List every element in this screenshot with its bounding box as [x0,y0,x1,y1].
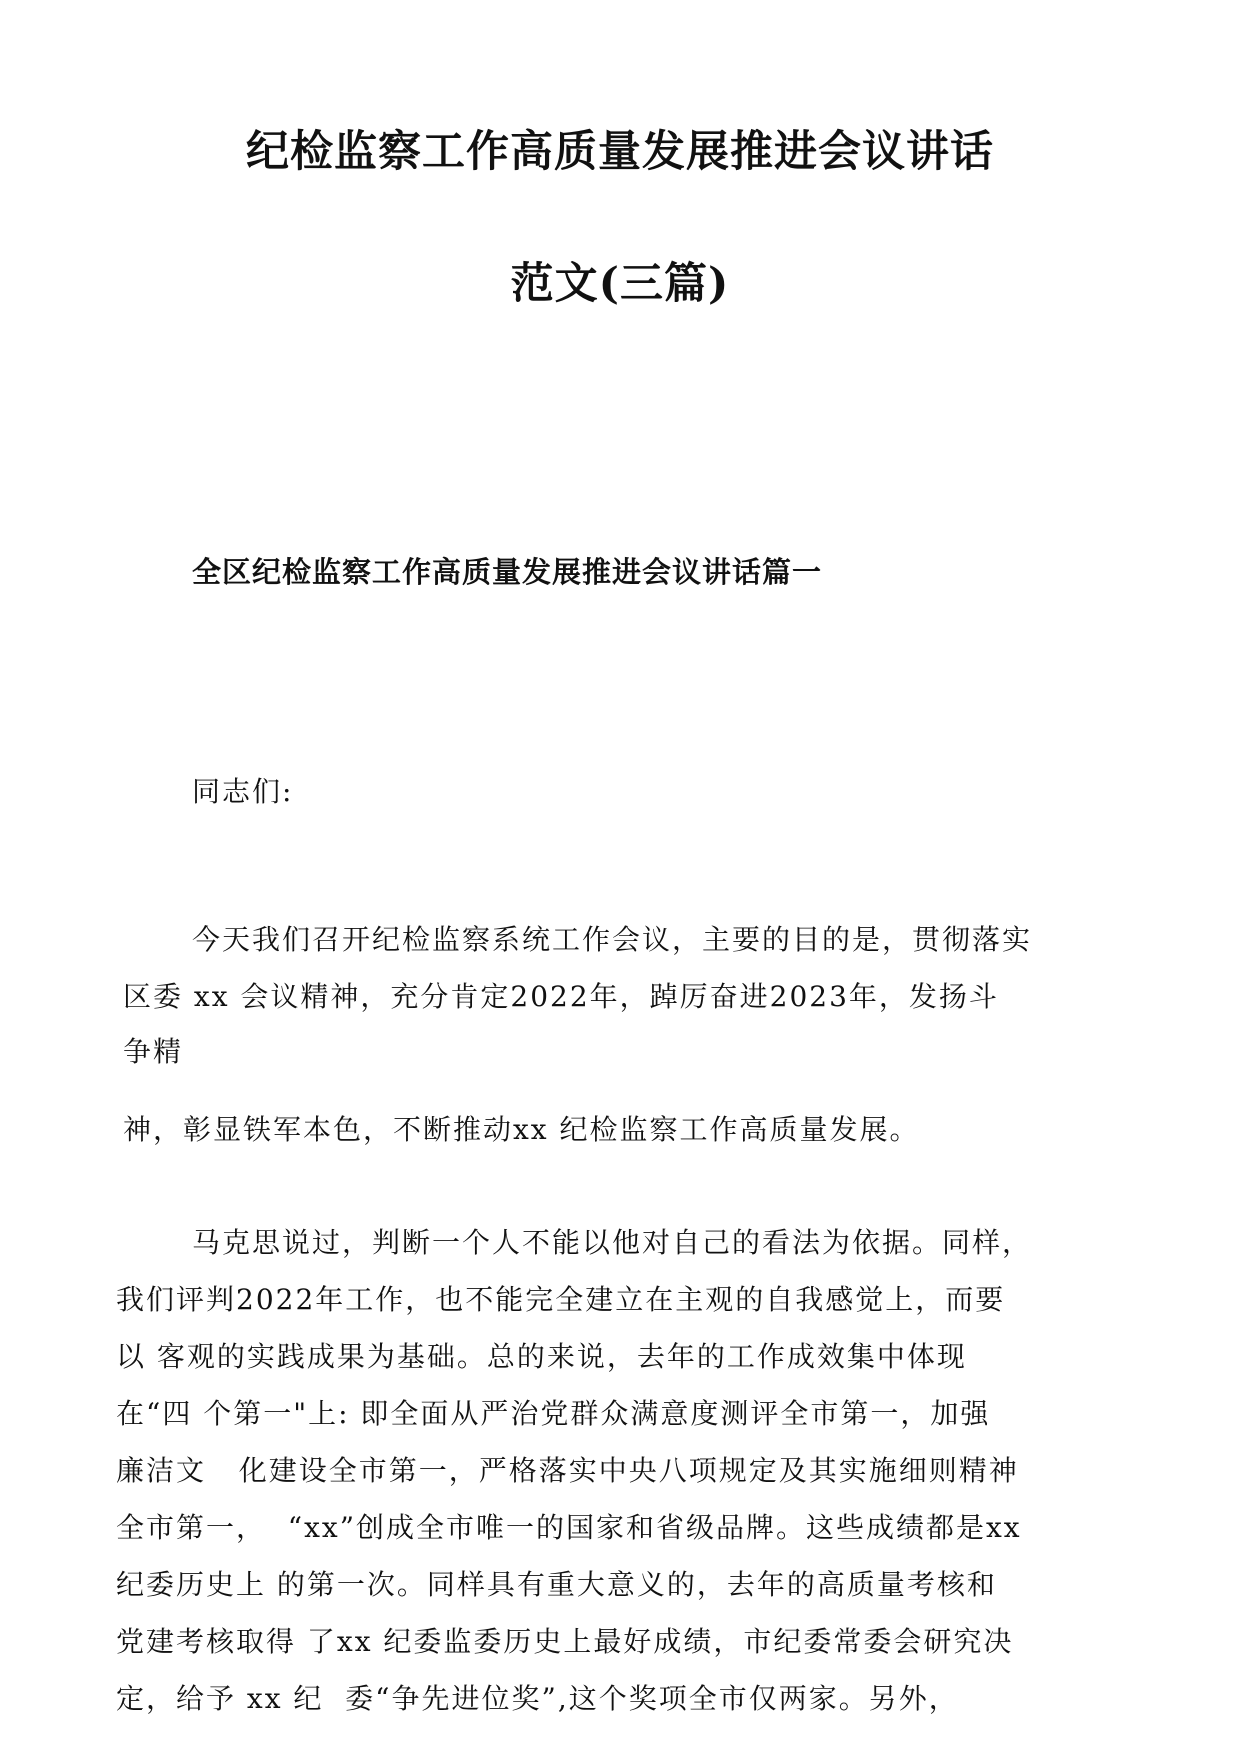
paragraph2-line-8: 党建考核取得 了xx 纪委监委历史上最好成绩，市纪委常委会研究决 [116,1625,1014,1658]
paragraph1-line-1: 今天我们召开纪检监察系统工作会议，主要的目的是，贯彻落实 [192,923,1033,956]
paragraph2-line-6: 全市第一， “xx”创成全市唯一的国家和省级品牌。这些成绩都是xx [116,1511,1022,1544]
paragraph2-line-3: 以 客观的实践成果为基础。总的来说，去年的工作成效集中体现 [116,1340,967,1373]
section-heading: 全区纪检监察工作高质量发展推进会议讲话篇一 [192,555,823,589]
paragraph2-line-9: 定，给予 xx 纪 委“争先进位奖”,这个奖项全市仅两家。另外， [116,1682,959,1715]
document-title-line-2: 范文(三篇) [510,259,730,309]
paragraph1-line-2: 区委 xx 会议精神，充分肯定2022年，踔厉奋进2023年，发扬斗 [123,980,999,1013]
paragraph1-line-3: 争精 [123,1035,184,1068]
paragraph2-line-2: 我们评判2022年工作，也不能完全建立在主观的自我感觉上，而要 [116,1283,1006,1316]
paragraph2-line-1: 马克思说过，判断一个人不能以他对自己的看法为依据。同样， [192,1226,1033,1259]
paragraph2-line-5: 廉洁文 化建设全市第一，严格落实中央八项规定及其实施细则精神 [116,1454,1019,1487]
paragraph1-line-4: 神，彰显铁军本色，不断推动xx 纪检监察工作高质量发展。 [123,1113,920,1146]
paragraph2-line-7: 纪委历史上 的第一次。同样具有重大意义的，去年的高质量考核和 [116,1568,997,1601]
paragraph2-line-4: 在“四 个第一"上: 即全面从严治党群众满意度测评全市第一，加强 [116,1397,991,1430]
document-title-line-1: 纪检监察工作高质量发展推进会议讲话 [246,127,994,177]
salutation: 同志们: [192,775,294,808]
